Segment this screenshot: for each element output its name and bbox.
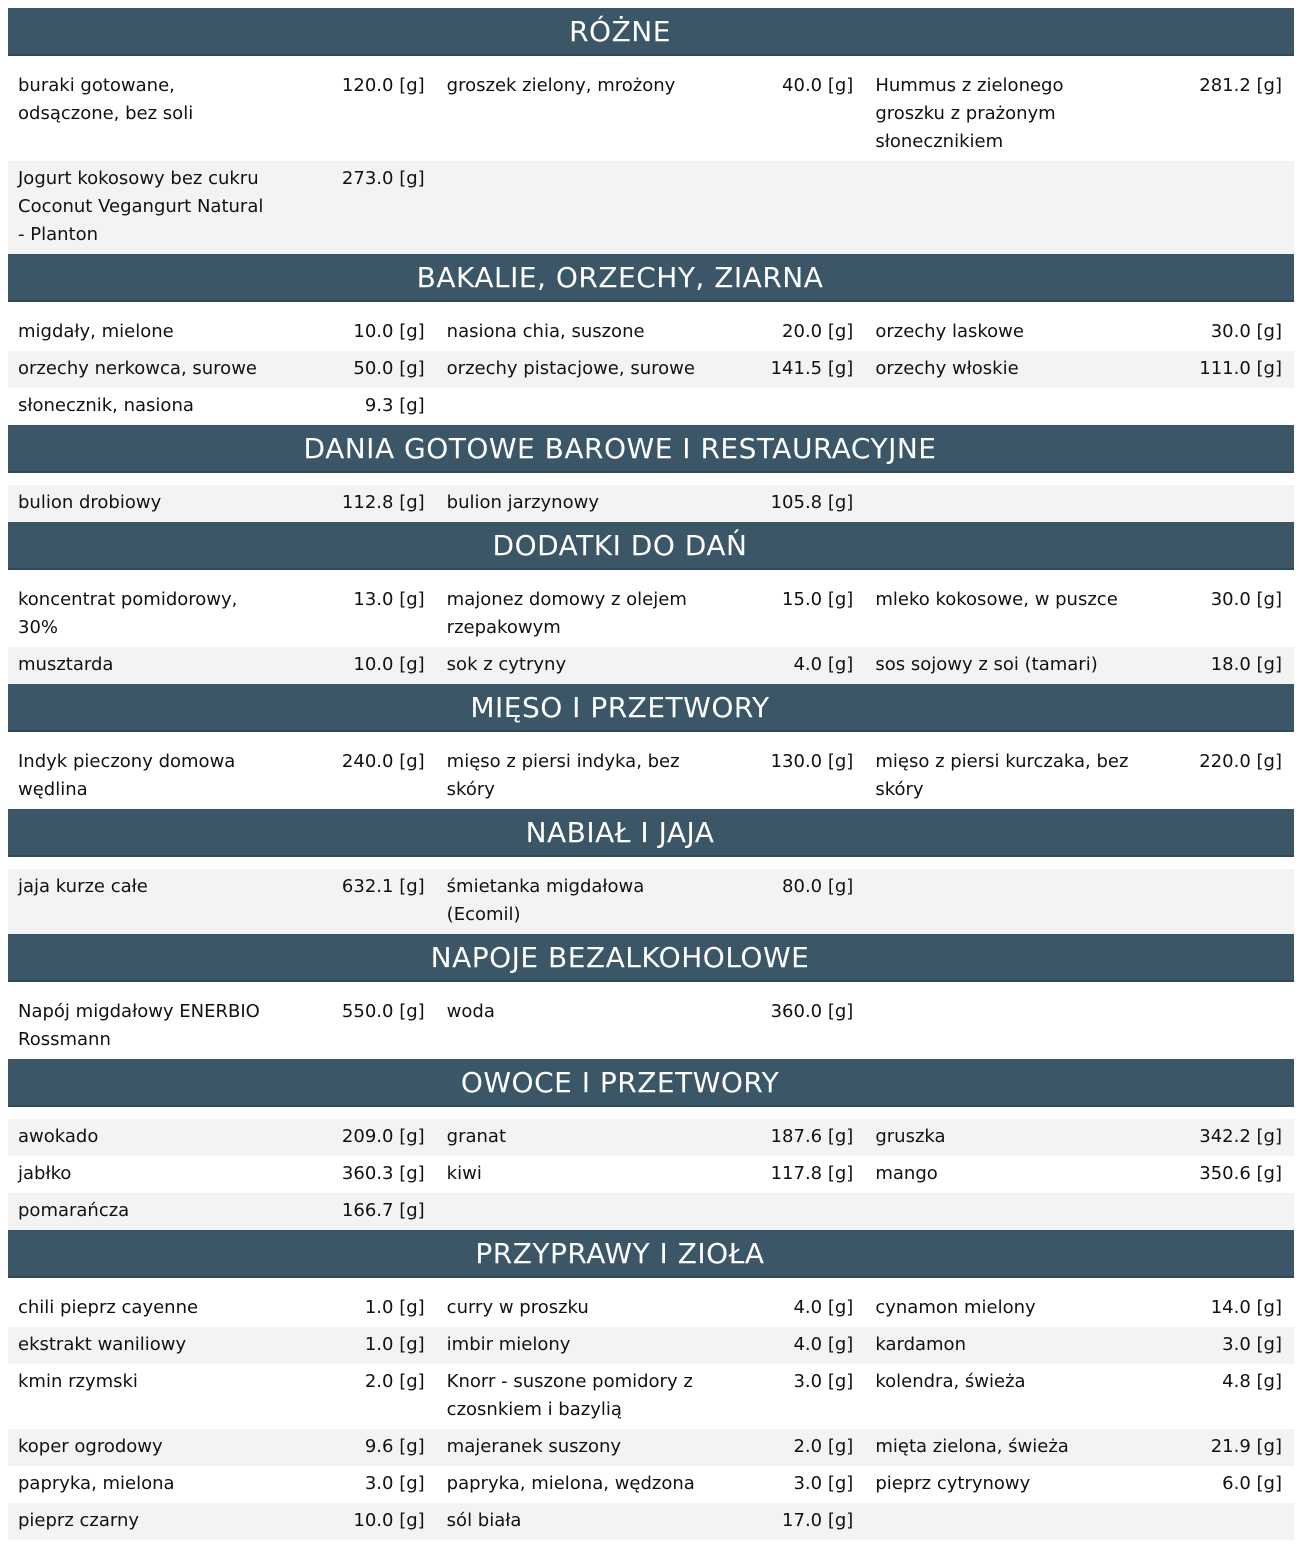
item-quantity	[783, 1368, 853, 1396]
item-cell	[18, 165, 425, 249]
table-row	[8, 1193, 1294, 1230]
item-cell	[18, 998, 425, 1054]
item-name: pieprz cytrynowy	[875, 1473, 1031, 1494]
item-quantity	[783, 1294, 853, 1322]
item-cell-empty	[875, 1507, 1282, 1535]
item-cell	[447, 651, 854, 679]
item-cell	[447, 72, 854, 156]
item-unit: [g]	[1256, 321, 1283, 342]
item-quantity	[761, 1160, 854, 1188]
item-name: Indyk pieczony domowa wędlina	[18, 751, 236, 800]
item-name: sos sojowy z soi (tamari)	[875, 654, 1098, 675]
item-unit: [g]	[399, 492, 425, 513]
item-name: mięso z piersi kurczaka, bez skóry	[875, 751, 1129, 800]
item-cell	[447, 1368, 854, 1424]
item-qty-value: 9.6	[364, 1436, 394, 1457]
item-quantity	[1189, 355, 1282, 383]
item-qty-value: 30.0	[1210, 589, 1251, 610]
item-quantity	[1201, 651, 1282, 679]
table-row	[8, 582, 1294, 647]
item-unit: [g]	[399, 395, 425, 416]
item-qty-value: 240.0	[341, 751, 394, 772]
item-qty-value: 120.0	[341, 75, 394, 96]
item-cell	[18, 1331, 425, 1359]
item-quantity	[1212, 1368, 1282, 1396]
item-unit: [g]	[827, 1297, 854, 1318]
item-quantity	[1189, 1160, 1282, 1188]
item-quantity	[332, 873, 425, 901]
item-quantity	[761, 1123, 854, 1151]
item-qty-value: 4.8	[1222, 1371, 1251, 1392]
item-cell	[875, 748, 1282, 804]
item-unit: [g]	[827, 358, 854, 379]
item-cell	[875, 72, 1282, 156]
item-unit: [g]	[399, 1371, 425, 1392]
section-header	[8, 254, 1294, 302]
item-cell-empty	[447, 1197, 854, 1225]
item-qty-value: 112.8	[341, 492, 394, 513]
item-quantity	[355, 1294, 425, 1322]
section-title: MIĘSO I PRZETWORY	[470, 690, 770, 724]
section-header	[8, 1059, 1294, 1107]
item-cell	[447, 1331, 854, 1359]
item-name: koncentrat pomidorowy, 30%	[18, 589, 238, 638]
item-quantity	[1201, 1294, 1282, 1322]
item-quantity	[355, 1331, 425, 1359]
section-header	[8, 1230, 1294, 1278]
item-cell	[447, 1433, 854, 1461]
item-quantity	[343, 355, 424, 383]
section-title: NABIAŁ I JAJA	[525, 815, 715, 849]
table-row	[8, 869, 1294, 934]
item-unit: [g]	[1256, 1473, 1283, 1494]
item-unit: [g]	[1256, 75, 1283, 96]
item-unit: [g]	[1256, 751, 1283, 772]
item-name: Jogurt kokosowy bez cukru Coconut Vegangurt Natural - Planton	[18, 168, 264, 245]
section-title: DODATKI DO DAŃ	[492, 528, 748, 562]
item-unit: [g]	[399, 1001, 425, 1022]
item-qty-value: 18.0	[1210, 654, 1251, 675]
item-qty-value: 4.0	[793, 654, 823, 675]
item-unit: [g]	[1256, 1436, 1283, 1457]
item-unit: [g]	[827, 589, 854, 610]
item-name: kiwi	[446, 1163, 482, 1184]
item-quantity	[772, 318, 853, 346]
item-name: granat	[446, 1126, 507, 1147]
item-cell	[875, 651, 1282, 679]
item-cell	[447, 873, 854, 929]
item-quantity	[332, 72, 425, 100]
item-quantity	[332, 165, 425, 193]
item-quantity	[332, 489, 425, 517]
item-cell	[875, 1368, 1282, 1424]
item-quantity	[761, 998, 854, 1026]
item-qty-value: 4.0	[793, 1334, 823, 1355]
item-unit: [g]	[827, 1436, 854, 1457]
section-header	[8, 425, 1294, 473]
item-cell	[18, 355, 425, 383]
item-name: bulion jarzynowy	[446, 492, 599, 513]
item-cell	[875, 1331, 1282, 1359]
item-quantity	[1201, 586, 1282, 614]
item-name: słonecznik, nasiona	[18, 395, 194, 416]
table-row	[8, 1290, 1294, 1327]
item-unit: [g]	[1256, 358, 1283, 379]
item-quantity	[783, 1331, 853, 1359]
item-unit: [g]	[399, 75, 425, 96]
item-cell	[447, 1470, 854, 1498]
table-row	[8, 1503, 1294, 1540]
table-row	[8, 994, 1294, 1059]
item-qty-value: 220.0	[1199, 751, 1251, 772]
item-unit: [g]	[827, 321, 854, 342]
section-header	[8, 522, 1294, 570]
item-qty-value: 21.9	[1210, 1436, 1251, 1457]
item-cell	[18, 873, 425, 929]
item-name: nasiona chia, suszone	[446, 321, 645, 342]
item-cell	[875, 318, 1282, 346]
item-name: jaja kurze całe	[18, 876, 148, 897]
item-quantity	[761, 489, 854, 517]
item-name: awokado	[18, 1126, 99, 1147]
item-qty-value: 30.0	[1210, 321, 1251, 342]
item-qty-value: 40.0	[782, 75, 823, 96]
item-unit: [g]	[399, 321, 425, 342]
item-name: jabłko	[18, 1163, 72, 1184]
item-name: musztarda	[18, 654, 114, 675]
item-unit: [g]	[1256, 1334, 1283, 1355]
item-name: bulion drobiowy	[18, 492, 162, 513]
item-qty-value: 281.2	[1199, 75, 1251, 96]
item-quantity	[1212, 1331, 1282, 1359]
section-title: OWOCE I PRZETWORY	[460, 1065, 780, 1099]
item-unit: [g]	[399, 1473, 425, 1494]
item-qty-value: 50.0	[353, 358, 394, 379]
item-name: mięta zielona, świeża	[875, 1436, 1069, 1457]
item-name: majeranek suszony	[446, 1436, 622, 1457]
section-title: NAPOJE BEZALKOHOLOWE	[430, 940, 810, 974]
item-name: pomarańcza	[18, 1200, 130, 1221]
item-qty-value: 550.0	[341, 1001, 394, 1022]
item-name: koper ogrodowy	[18, 1436, 163, 1457]
item-name: woda	[446, 1001, 495, 1022]
table-row	[8, 314, 1294, 351]
item-unit: [g]	[399, 1510, 425, 1531]
table-row	[8, 1466, 1294, 1503]
item-unit: [g]	[399, 751, 425, 772]
item-name: orzechy laskowe	[875, 321, 1024, 342]
item-unit: [g]	[827, 492, 854, 513]
item-cell-empty	[875, 392, 1282, 420]
item-qty-value: 350.6	[1199, 1163, 1251, 1184]
table-row	[8, 1156, 1294, 1193]
item-name: cynamon mielony	[875, 1297, 1036, 1318]
item-quantity	[1201, 1433, 1282, 1461]
item-cell	[875, 1160, 1282, 1188]
item-unit: [g]	[827, 75, 854, 96]
item-qty-value: 14.0	[1210, 1297, 1251, 1318]
item-cell	[18, 72, 425, 156]
section-title: BAKALIE, ORZECHY, ZIARNA	[416, 260, 824, 294]
item-cell	[875, 1123, 1282, 1151]
item-quantity	[343, 651, 424, 679]
item-cell-empty	[875, 165, 1282, 249]
item-qty-value: 141.5	[770, 358, 823, 379]
item-unit: [g]	[1256, 1163, 1283, 1184]
item-name: orzechy nerkowca, surowe	[18, 358, 257, 379]
item-quantity	[343, 1507, 424, 1535]
item-name: groszek zielony, mrożony	[446, 75, 676, 96]
item-qty-value: 130.0	[770, 751, 823, 772]
item-name: gruszka	[875, 1126, 946, 1147]
item-unit: [g]	[1256, 654, 1283, 675]
item-name: kolendra, świeża	[875, 1371, 1026, 1392]
item-qty-value: 166.7	[341, 1200, 394, 1221]
item-unit: [g]	[827, 1001, 854, 1022]
item-quantity	[343, 586, 424, 614]
section-header	[8, 934, 1294, 982]
item-cell	[447, 1294, 854, 1322]
item-quantity	[1212, 1470, 1282, 1498]
item-quantity	[1189, 748, 1282, 776]
table-row	[8, 68, 1294, 161]
item-cell	[18, 1160, 425, 1188]
item-quantity	[1189, 72, 1282, 100]
item-qty-value: 273.0	[341, 168, 394, 189]
table-row	[8, 388, 1294, 425]
item-qty-value: 3.0	[793, 1473, 823, 1494]
item-cell	[447, 998, 854, 1054]
item-quantity	[783, 1470, 853, 1498]
item-cell	[447, 318, 854, 346]
item-unit: [g]	[399, 876, 425, 897]
item-name: mięso z piersi indyka, bez skóry	[446, 751, 680, 800]
item-unit: [g]	[827, 751, 854, 772]
item-unit: [g]	[1256, 1126, 1283, 1147]
item-name: migdały, mielone	[18, 321, 174, 342]
item-unit: [g]	[399, 1126, 425, 1147]
section-header	[8, 809, 1294, 857]
item-unit: [g]	[399, 1297, 425, 1318]
item-name: pieprz czarny	[18, 1510, 140, 1531]
item-cell	[447, 1160, 854, 1188]
item-qty-value: 10.0	[353, 1510, 394, 1531]
item-cell	[447, 489, 854, 517]
item-qty-value: 3.0	[364, 1473, 394, 1494]
item-name: Knorr - suszone pomidory z czosnkiem i bazylią	[446, 1371, 693, 1420]
item-cell	[18, 392, 425, 420]
item-name: mleko kokosowe, w puszce	[875, 589, 1118, 610]
item-qty-value: 10.0	[353, 654, 394, 675]
item-quantity	[1201, 318, 1282, 346]
item-unit: [g]	[399, 358, 425, 379]
section-header	[8, 8, 1294, 56]
section-title: PRZYPRAWY I ZIOŁA	[475, 1236, 765, 1270]
item-cell-empty	[447, 165, 854, 249]
item-qty-value: 10.0	[353, 321, 394, 342]
table-row	[8, 1429, 1294, 1466]
item-qty-value: 2.0	[364, 1371, 394, 1392]
item-qty-value: 117.8	[770, 1163, 823, 1184]
item-cell	[447, 355, 854, 383]
item-qty-value: 3.0	[793, 1371, 823, 1392]
item-cell-empty	[875, 1197, 1282, 1225]
item-name: orzechy włoskie	[875, 358, 1019, 379]
item-name: chili pieprz cayenne	[18, 1297, 199, 1318]
item-qty-value: 15.0	[782, 589, 823, 610]
item-unit: [g]	[399, 589, 425, 610]
item-cell	[447, 1507, 854, 1535]
item-name: sól biała	[446, 1510, 522, 1531]
table-row	[8, 1327, 1294, 1364]
table-row	[8, 647, 1294, 684]
item-quantity	[1189, 1123, 1282, 1151]
item-cell-empty	[875, 998, 1282, 1054]
item-qty-value: 360.0	[770, 1001, 823, 1022]
item-qty-value: 632.1	[341, 876, 394, 897]
item-unit: [g]	[827, 654, 854, 675]
item-name: buraki gotowane, odsączone, bez soli	[18, 75, 194, 124]
item-cell	[18, 1433, 425, 1461]
item-unit: [g]	[399, 654, 425, 675]
item-unit: [g]	[827, 1510, 854, 1531]
item-unit: [g]	[399, 1200, 425, 1221]
item-cell-empty	[447, 392, 854, 420]
item-name: sok z cytryny	[446, 654, 567, 675]
item-quantity	[772, 1507, 853, 1535]
item-cell	[18, 1470, 425, 1498]
item-name: curry w proszku	[446, 1297, 589, 1318]
item-quantity	[332, 1197, 425, 1225]
table-row	[8, 485, 1294, 522]
item-name: papryka, mielona, wędzona	[446, 1473, 695, 1494]
item-unit: [g]	[827, 1126, 854, 1147]
item-qty-value: 342.2	[1199, 1126, 1251, 1147]
item-cell	[18, 1507, 425, 1535]
item-cell	[18, 1123, 425, 1151]
item-quantity	[343, 318, 424, 346]
item-cell	[18, 318, 425, 346]
item-unit: [g]	[827, 876, 854, 897]
item-qty-value: 111.0	[1199, 358, 1251, 379]
item-name: Hummus z zielonego groszku z prażonym słonecznikiem	[875, 75, 1064, 152]
item-qty-value: 9.3	[364, 395, 394, 416]
item-quantity	[355, 1368, 425, 1396]
item-unit: [g]	[1256, 1371, 1283, 1392]
item-qty-value: 3.0	[1222, 1334, 1251, 1355]
item-qty-value: 187.6	[770, 1126, 823, 1147]
item-name: ekstrakt waniliowy	[18, 1334, 187, 1355]
item-cell	[18, 489, 425, 517]
item-name: imbir mielony	[446, 1334, 571, 1355]
item-quantity	[783, 651, 853, 679]
item-unit: [g]	[399, 1436, 425, 1457]
item-unit: [g]	[827, 1371, 854, 1392]
table-row	[8, 1119, 1294, 1156]
item-quantity	[772, 873, 853, 901]
item-qty-value: 1.0	[364, 1297, 394, 1318]
item-qty-value: 209.0	[341, 1126, 394, 1147]
item-name: orzechy pistacjowe, surowe	[446, 358, 695, 379]
item-name: kmin rzymski	[18, 1371, 138, 1392]
item-qty-value: 17.0	[782, 1510, 823, 1531]
item-cell	[18, 1294, 425, 1322]
table-row	[8, 161, 1294, 254]
item-cell	[875, 1294, 1282, 1322]
item-cell	[18, 651, 425, 679]
item-quantity	[355, 1433, 425, 1461]
item-unit: [g]	[827, 1334, 854, 1355]
item-name: Napój migdałowy ENERBIO Rossmann	[18, 1001, 260, 1050]
item-qty-value: 6.0	[1222, 1473, 1251, 1494]
item-qty-value: 360.3	[341, 1163, 394, 1184]
item-qty-value: 105.8	[770, 492, 823, 513]
item-unit: [g]	[399, 1334, 425, 1355]
item-unit: [g]	[399, 168, 425, 189]
item-cell	[18, 748, 425, 804]
item-quantity	[772, 586, 853, 614]
item-cell	[875, 586, 1282, 642]
section-title: DANIA GOTOWE BAROWE I RESTAURACYJNE	[303, 431, 937, 465]
table-row	[8, 351, 1294, 388]
item-unit: [g]	[827, 1163, 854, 1184]
item-cell	[18, 1197, 425, 1225]
item-qty-value: 20.0	[782, 321, 823, 342]
item-qty-value: 4.0	[793, 1297, 823, 1318]
item-qty-value: 2.0	[793, 1436, 823, 1457]
item-unit: [g]	[1256, 589, 1283, 610]
item-name: papryka, mielona	[18, 1473, 175, 1494]
item-qty-value: 1.0	[364, 1334, 394, 1355]
item-quantity	[761, 355, 854, 383]
item-quantity	[332, 1160, 425, 1188]
item-quantity	[332, 998, 425, 1026]
item-quantity	[355, 1470, 425, 1498]
item-cell	[875, 1470, 1282, 1498]
item-cell-empty	[875, 489, 1282, 517]
item-name: śmietanka migdałowa (Ecomil)	[446, 876, 645, 925]
item-quantity	[332, 1123, 425, 1151]
table-row	[8, 744, 1294, 809]
item-quantity	[761, 748, 854, 776]
item-name: mango	[875, 1163, 938, 1184]
section-title: RÓŻNE	[569, 14, 671, 48]
section-header	[8, 684, 1294, 732]
item-quantity	[783, 1433, 853, 1461]
item-cell	[18, 1368, 425, 1424]
item-cell-empty	[875, 873, 1282, 929]
item-quantity	[355, 392, 425, 420]
item-name: kardamon	[875, 1334, 966, 1355]
item-qty-value: 80.0	[782, 876, 823, 897]
item-unit: [g]	[399, 1163, 425, 1184]
item-cell	[875, 1433, 1282, 1461]
item-cell	[18, 586, 425, 642]
item-unit: [g]	[827, 1473, 854, 1494]
item-quantity	[772, 72, 853, 100]
item-unit: [g]	[1256, 1297, 1283, 1318]
item-quantity	[332, 748, 425, 776]
item-qty-value: 13.0	[353, 589, 394, 610]
item-name: majonez domowy z olejem rzepakowym	[446, 589, 687, 638]
item-cell	[875, 355, 1282, 383]
item-cell	[447, 748, 854, 804]
item-cell	[447, 586, 854, 642]
item-cell	[447, 1123, 854, 1151]
table-row	[8, 1364, 1294, 1429]
